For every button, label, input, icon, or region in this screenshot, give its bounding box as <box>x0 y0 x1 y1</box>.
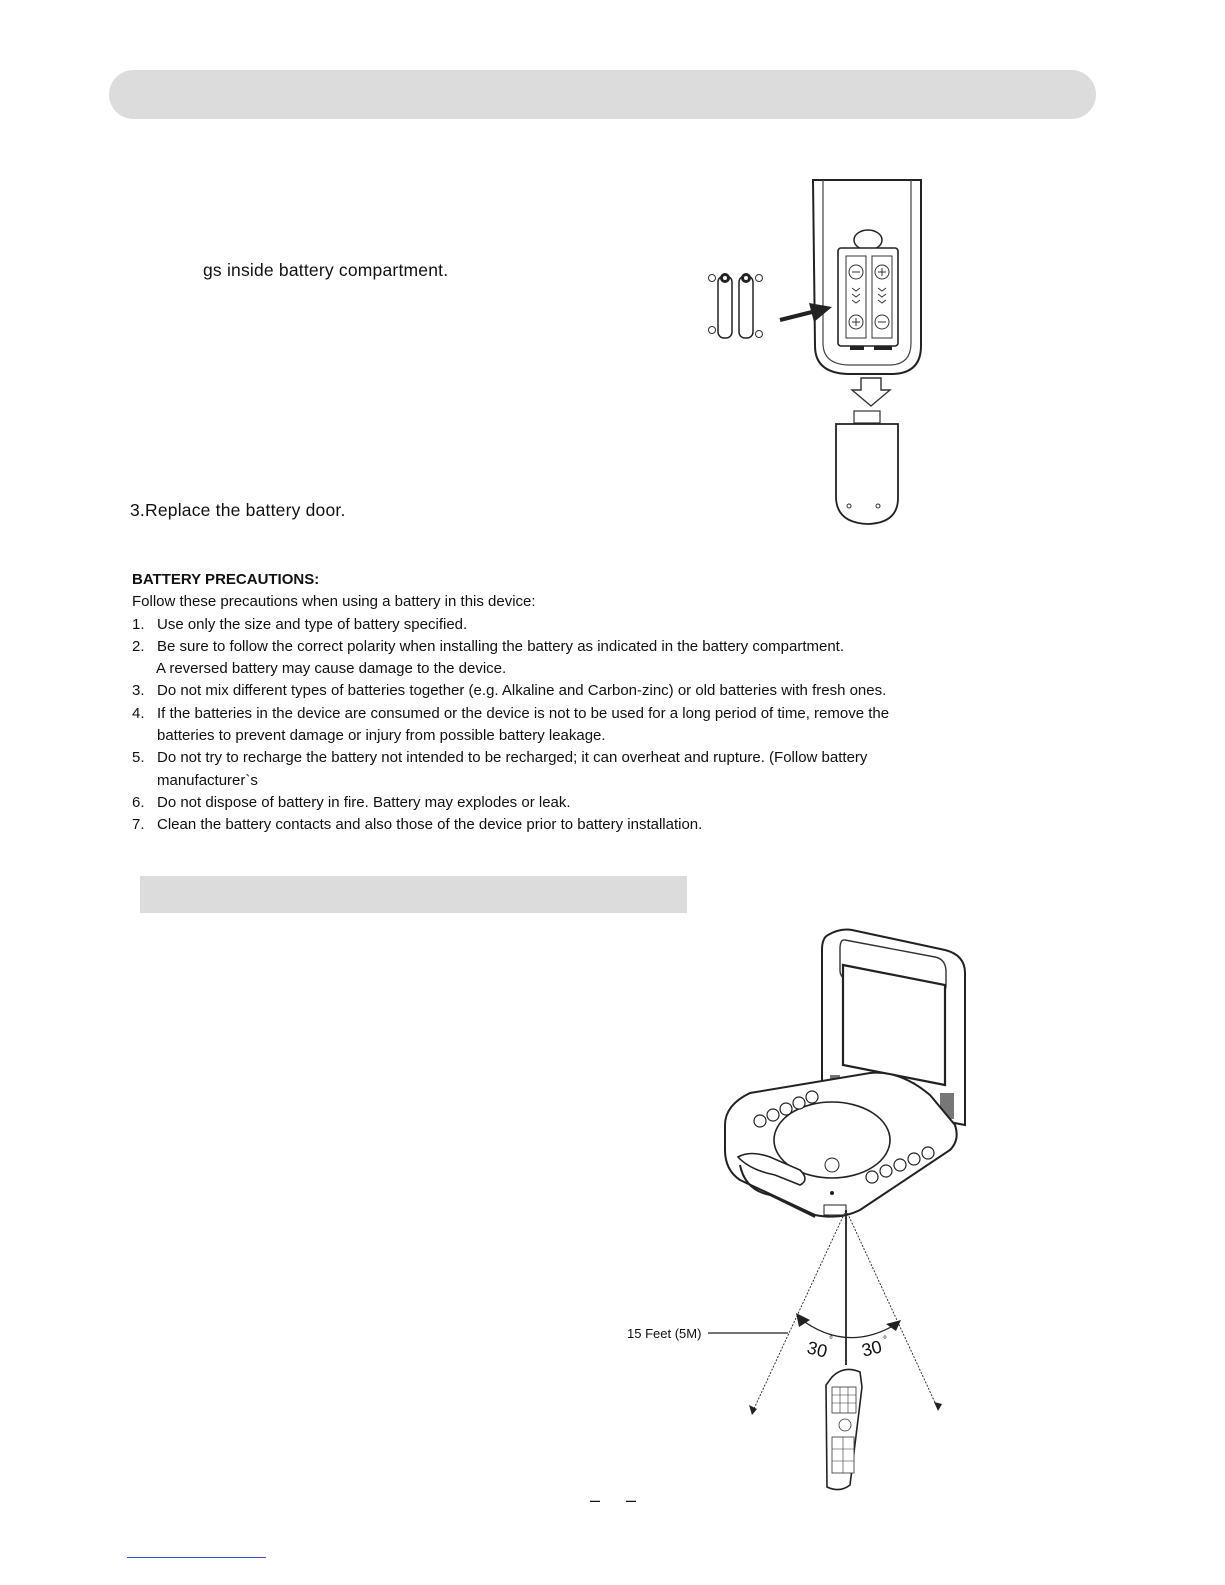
precaution-item-4-cont: batteries to prevent damage or injury from possible battery leakage. <box>157 727 606 745</box>
precaution-item-6: 6. Do not dispose of battery in fire. Battery may explodes or leak. <box>132 793 571 811</box>
battery-step-3: 3.Replace the battery door. <box>130 500 346 520</box>
precaution-item-7: 7. Clean the battery contacts and also those of the device prior to battery installation. <box>132 816 703 834</box>
precaution-item-3: 3. Do not mix different types of batteries together (e.g. Alkaline and Carbon-zinc) or old batteries with fresh ones. <box>132 682 887 700</box>
angle-left-label: 30 <box>805 1337 830 1362</box>
angle-left-degree: ° <box>829 1335 833 1346</box>
remote-range-illustration <box>600 925 970 1495</box>
angle-right-label: 30 <box>859 1336 884 1361</box>
precaution-item-1: 1. Use only the size and type of battery specified. <box>132 615 468 633</box>
battery-install-illustration <box>698 168 938 533</box>
precaution-item-4: 4. If the batteries in the device are consumed or the device is not to be used for a long period of time, remove the <box>132 704 890 722</box>
battery-precautions <box>132 569 972 837</box>
precautions-heading: BATTERY PRECAUTIONS: <box>132 571 320 588</box>
battery-step-text: gs inside battery compartment. <box>203 260 449 280</box>
precaution-item-5: 5. Do not try to recharge the battery not intended to be recharged; it can overheat and rupture. (Follow battery <box>132 749 868 767</box>
range-distance-label: 15 Feet (5M) <box>627 1326 702 1341</box>
angle-right-degree: ° <box>883 1335 887 1346</box>
page-number-mark-left: – <box>590 1490 601 1510</box>
page-number-mark-right: – <box>626 1490 637 1510</box>
footer-link-line <box>127 1557 266 1558</box>
precaution-item-2: 2. Be sure to follow the correct polarity when installing the battery as indicated in the battery compartment. <box>132 637 845 655</box>
section-subheader-bar <box>140 876 687 913</box>
precaution-item-5-cont: manufacturer`s <box>157 771 258 789</box>
precautions-intro: Follow these precautions when using a battery in this device: <box>132 593 536 611</box>
precaution-item-2-cont: A reversed battery may cause damage to the device. <box>156 660 507 678</box>
section-header-banner <box>109 70 1096 119</box>
